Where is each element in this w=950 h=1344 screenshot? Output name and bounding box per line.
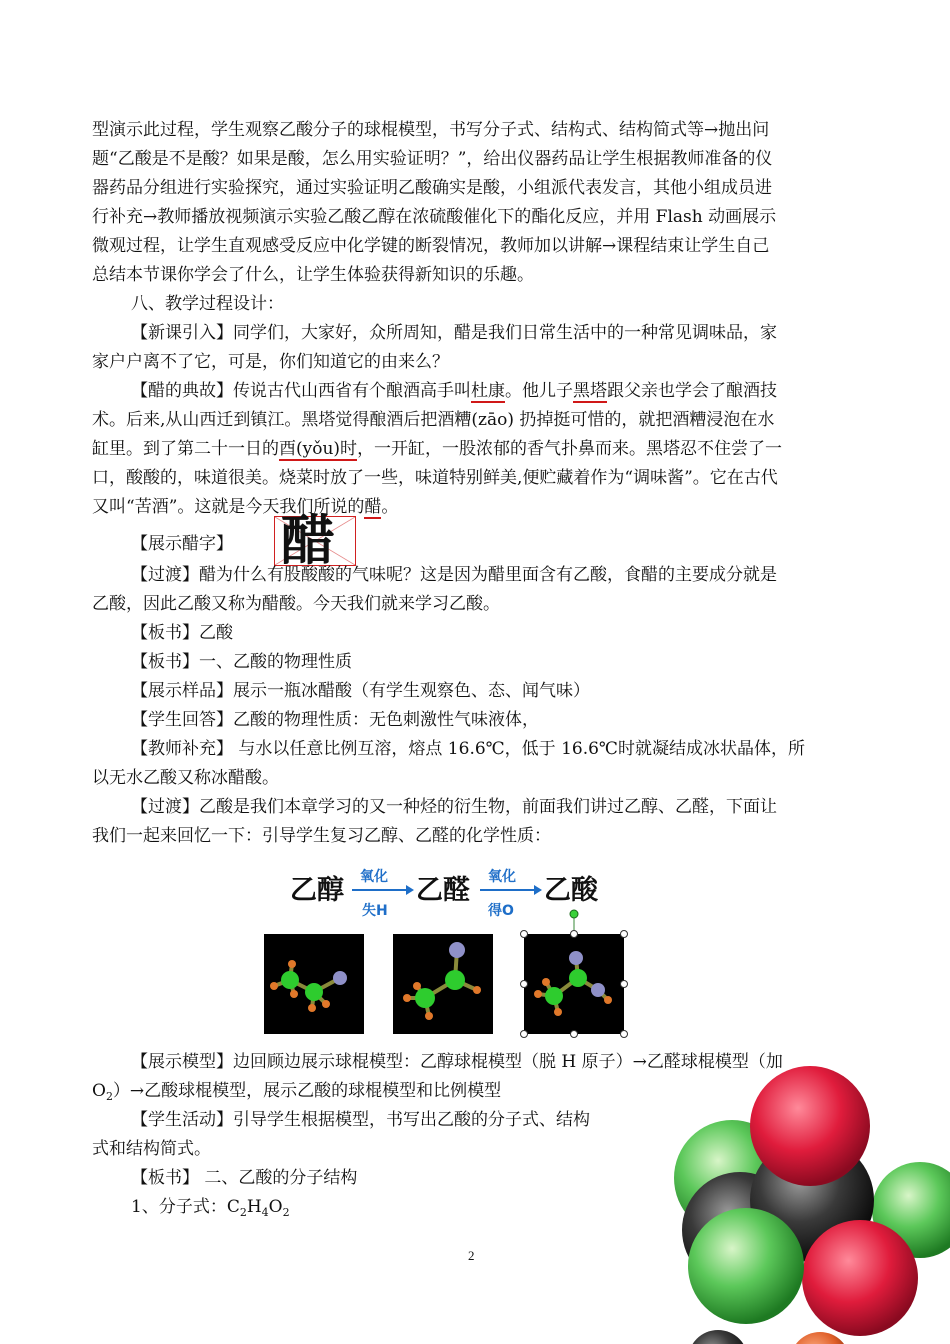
node-ethanol: 乙醇	[290, 875, 344, 906]
board-2: 【板书】一、乙酸的物理性质	[131, 652, 352, 672]
transition2-line-1: 【过渡】乙酸是我们本章学习的又一种烃的衍生物，前面我们讲过乙醇、乙醛，下面让	[131, 797, 777, 817]
formula-c-count: 2	[239, 1206, 247, 1219]
formula-prefix: 1、分子式：	[131, 1197, 227, 1217]
teacher-add-line-1: 【教师补充】 与水以任意比例互溶，熔点 16.6℃，低于 16.6℃时就凝结成冰状晶体，所	[131, 739, 805, 759]
story-line-5	[92, 493, 862, 522]
story-text: 【醋的典故】传说古代山西省有个酿酒高手叫	[131, 381, 471, 401]
story-text: ，一开缸，一股浓郁的香气扑鼻而来。黑塔忍不住尝了一	[357, 439, 783, 459]
story-text: 缸里。到了第二十一日的	[92, 439, 279, 459]
story-text: 。他儿子	[505, 381, 573, 401]
arrow2-icon	[480, 884, 542, 896]
intro-line-3: 器药品分组进行实验探究，通过实验证明乙酸确实是酸，小组派代表发言，其他小组成员进	[92, 178, 772, 198]
story-line-3	[92, 435, 862, 464]
story-text: 又叫“苦酒”。这就是今天我们所说的	[92, 497, 365, 517]
show-model-line-1: 【展示模型】边回顾边展示球棍模型：乙醇球棍模型（脱 H 原子）→乙醛球棍模型（加	[131, 1052, 783, 1072]
page-number: 2	[468, 1248, 475, 1263]
name-heita: 黑塔	[573, 381, 607, 401]
arrow1-icon	[352, 884, 414, 896]
intro-line-1: 型演示此过程，学生观察乙酸分子的球棍模型，书写分子式、结构式、结构简式等→抛出问	[92, 120, 770, 140]
story-text: 。	[381, 497, 399, 517]
story-line-1	[131, 377, 862, 406]
student-activity-line-2: 式和结构简式。	[92, 1139, 211, 1159]
molecular-formula	[131, 1193, 671, 1227]
new-lesson-line-1: 【新课引入】同学们，大家好，众所周知，醋是我们日常生活中的一种常见调味品，家	[131, 323, 777, 343]
student-activity-line-1: 【学生活动】引导学生根据模型，书写出乙酸的分子式、结构	[131, 1110, 590, 1130]
story-line-4: 口，酸酸的，味道很美。烧菜时放了一些，味道特别鲜美,便贮藏着作为“调味酱”。它在古代	[92, 468, 778, 488]
formula-c: C	[226, 1197, 240, 1217]
formula-o-count: 2	[282, 1206, 290, 1219]
arrow1-top-label: 氧化	[360, 869, 388, 885]
board-3: 【板书】 二、乙酸的分子结构	[131, 1168, 358, 1188]
acetic-acid-space-filling-model	[660, 1060, 950, 1344]
node-acetaldehyde: 乙醛	[416, 875, 470, 906]
show-sample: 【展示样品】展示一瓶冰醋酸（有学生观察色、态、闻气味）	[131, 681, 590, 701]
node-acetic-acid: 乙酸	[544, 875, 598, 906]
acetaldehyde-model-image	[393, 934, 493, 1034]
formula-h: H	[246, 1197, 262, 1217]
transition1-line-2: 乙酸，因此乙酸又称为醋酸。今天我们就来学习乙酸。	[92, 594, 500, 614]
section-heading: 八、教学过程设计：	[131, 294, 284, 314]
oxygen-symbol: O	[92, 1081, 106, 1101]
formula-o: O	[268, 1197, 283, 1217]
ethanol-ball-stick-model	[264, 934, 364, 1034]
transition1-line-1: 【过渡】醋为什么有股酸酸的气味呢？这是因为醋里面含有乙酸，食醋的主要成分就是	[131, 565, 777, 585]
intro-line-4: 行补充→教师播放视频演示实验乙酸乙醇在浓硫酸催化下的酯化反应，并用 Flash 动画展示	[92, 207, 777, 227]
vinegar-word: 醋	[364, 497, 382, 517]
acetaldehyde-ball-stick-model	[393, 934, 493, 1034]
intro-line-2: 题“乙酸是不是酸？如果是酸，怎么用实验证明？”，给出仪器药品让学生根据教师准备的仪	[92, 149, 773, 169]
intro-line-5: 微观过程，让学生直观感受反应中化学键的断裂情况，教师加以讲解→课程结束让学生自己	[92, 236, 770, 256]
show-model-text: ）→乙酸球棍模型，展示乙酸的球棍模型和比例模型	[112, 1081, 502, 1101]
ethanol-model-image	[264, 934, 364, 1034]
arrow1-bottom-label: 失H	[362, 903, 388, 919]
board-1: 【板书】乙酸	[131, 623, 233, 643]
teacher-add-line-2: 以无水乙酸又称冰醋酸。	[92, 768, 279, 788]
oxygen-subscript: 2	[105, 1090, 113, 1103]
vinegar-character: 醋	[281, 509, 335, 572]
intro-line-6: 总结本节课你学会了什么，让学生体验获得新知识的乐趣。	[92, 265, 534, 285]
transition2-line-2: 我们一起来回忆一下：引导学生复习乙醇、乙醛的化学性质：	[92, 826, 551, 846]
selection-handles[interactable]	[518, 906, 630, 1040]
story-line-2: 术。后来,从山西迁到镇江。黑塔觉得酿酒后把酒糟(zāo) 扔掉挺可惜的，就把酒糟浸泡在水	[92, 410, 775, 430]
story-text: 跟父亲也学会了酿酒技	[607, 381, 777, 401]
name-dukang: 杜康	[471, 381, 505, 401]
you-time: 酉(yǒu)时	[279, 439, 358, 459]
arrow2-bottom-label: 得O	[488, 903, 514, 919]
student-answer: 【学生回答】乙酸的物理性质：无色刺激性气味液体，	[131, 710, 539, 730]
show-char-label: 【展示醋字】	[131, 534, 233, 554]
formula-h-count: 4	[261, 1206, 269, 1219]
arrow2-top-label: 氧化	[488, 869, 516, 885]
new-lesson-line-2: 家户户离不了它，可是，你们知道它的由来么？	[92, 352, 449, 372]
